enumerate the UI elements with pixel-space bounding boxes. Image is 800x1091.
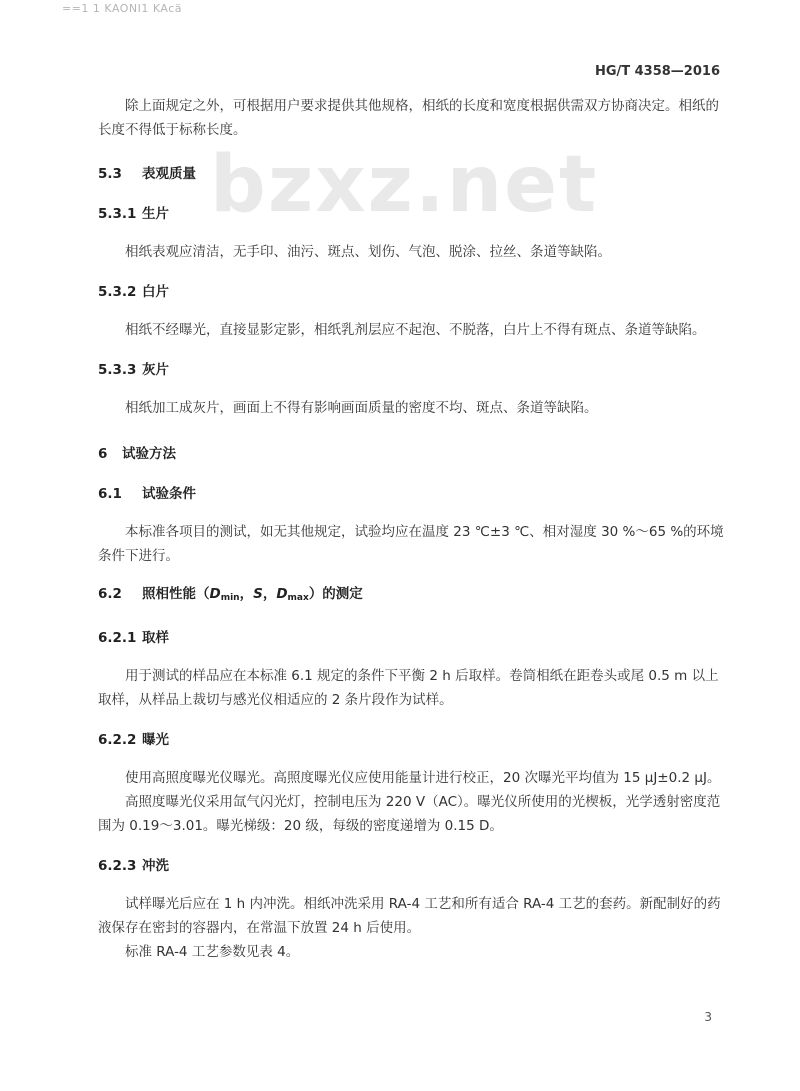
heading-5-3-2 <box>98 280 726 304</box>
heading-number: 5.3 <box>98 166 122 182</box>
heading-5-3 <box>98 162 726 186</box>
paragraph-6-1: 本标准各项目的测试，如无其他规定，试验均应在温度 23 ℃±3 ℃、相对湿度 30 %～65 %的环境条件下进行。 <box>98 524 724 564</box>
heading-5-3-1 <box>98 202 726 226</box>
symbol-d: D <box>209 586 221 602</box>
heading-title: 白片 <box>142 284 169 300</box>
heading-title-a: 照相性能（ <box>142 586 210 602</box>
symbol-d: D <box>276 586 288 602</box>
heading-number: 5.3.2 <box>98 284 137 300</box>
paragraph-5-3-1: 相纸表观应清洁，无手印、油污、斑点、划伤、气泡、脱涂、拉丝、条道等缺陷。 <box>125 244 611 260</box>
heading-title: 试验条件 <box>142 486 196 502</box>
heading-6 <box>98 442 726 466</box>
heading-number: 5.3.3 <box>98 362 137 378</box>
subscript-max: max <box>287 593 309 603</box>
heading-number: 6.2.1 <box>98 630 137 646</box>
heading-number: 6.2.3 <box>98 858 137 874</box>
heading-number: 6 <box>98 446 108 462</box>
separator: ， <box>239 586 254 602</box>
heading-number: 5.3.1 <box>98 206 137 222</box>
heading-number: 6.1 <box>98 486 122 502</box>
document-number: HG/T 4358—2016 <box>594 64 720 79</box>
paragraph-5-3-3: 相纸加工成灰片，画面上不得有影响画面质量的密度不均、斑点、条道等缺陷。 <box>125 400 598 416</box>
heading-6-2-1 <box>98 626 726 650</box>
paragraph-6-2-2-a: 使用高照度曝光仪曝光。高照度曝光仪应使用能量计进行校正，20 次曝光平均值为 15 μJ±0.2 μJ。 <box>125 770 721 786</box>
heading-title: 生片 <box>142 206 169 222</box>
document-body <box>98 92 726 964</box>
heading-title: 灰片 <box>142 362 169 378</box>
heading-title-b: ）的测定 <box>308 586 363 602</box>
heading-number: 6.2 <box>98 586 122 602</box>
heading-6-1 <box>98 482 726 506</box>
heading-6-2-3 <box>98 854 726 878</box>
heading-6-2-2 <box>98 728 726 752</box>
heading-title: 表观质量 <box>142 166 196 182</box>
symbol-s: S <box>253 586 263 602</box>
watermark: bzxz.net <box>210 140 599 230</box>
intro-paragraph: 除上面规定之外，可根据用户要求提供其他规格，相纸的长度和宽度根据供需双方协商决定。相纸的长度不得低于标称长度。 <box>98 98 719 138</box>
page-number: 3 <box>704 1010 712 1024</box>
paragraph-6-2-3-a: 试样曝光后应在 1 h 内冲洗。相纸冲洗采用 RA-4 工艺和所有适合 RA-4 工艺的套药。新配制好的药液保存在密封的容器内，在常温下放置 24 h 后使用。 <box>98 896 721 936</box>
heading-title: 试验方法 <box>122 446 176 462</box>
subscript-min: min <box>220 593 240 603</box>
paragraph-6-2-1: 用于测试的样品应在本标准 6.1 规定的条件下平衡 2 h 后取样。卷筒相纸在距卷头或尾 0.5 m 以上取样，从样品上裁切与感光仪相适应的 2 条片段作为试样。 <box>98 668 719 708</box>
heading-number: 6.2.2 <box>98 732 137 748</box>
heading-title: 曝光 <box>142 732 169 748</box>
heading-6-2 <box>98 582 726 610</box>
separator: ， <box>262 586 277 602</box>
heading-title: 冲洗 <box>142 858 169 874</box>
paragraph-6-2-3-b: 标准 RA-4 工艺参数见表 4。 <box>125 944 300 960</box>
paragraph-5-3-2: 相纸不经曝光，直接显影定影，相纸乳剂层应不起泡、不脱落，白片上不得有斑点、条道等缺陷。 <box>125 322 706 338</box>
heading-title: 取样 <box>142 630 169 646</box>
heading-5-3-3 <box>98 358 726 382</box>
paragraph-6-2-2-b: 高照度曝光仪采用氙气闪光灯，控制电压为 220 V（AC）。曝光仪所使用的光楔板，光学透射密度范围为 0.19～3.01。曝光梯级：20 级，每级的密度递增为 0.15 D。 <box>98 794 721 834</box>
top-mark: ==1 1 KAONI1 KAcä <box>62 2 183 15</box>
